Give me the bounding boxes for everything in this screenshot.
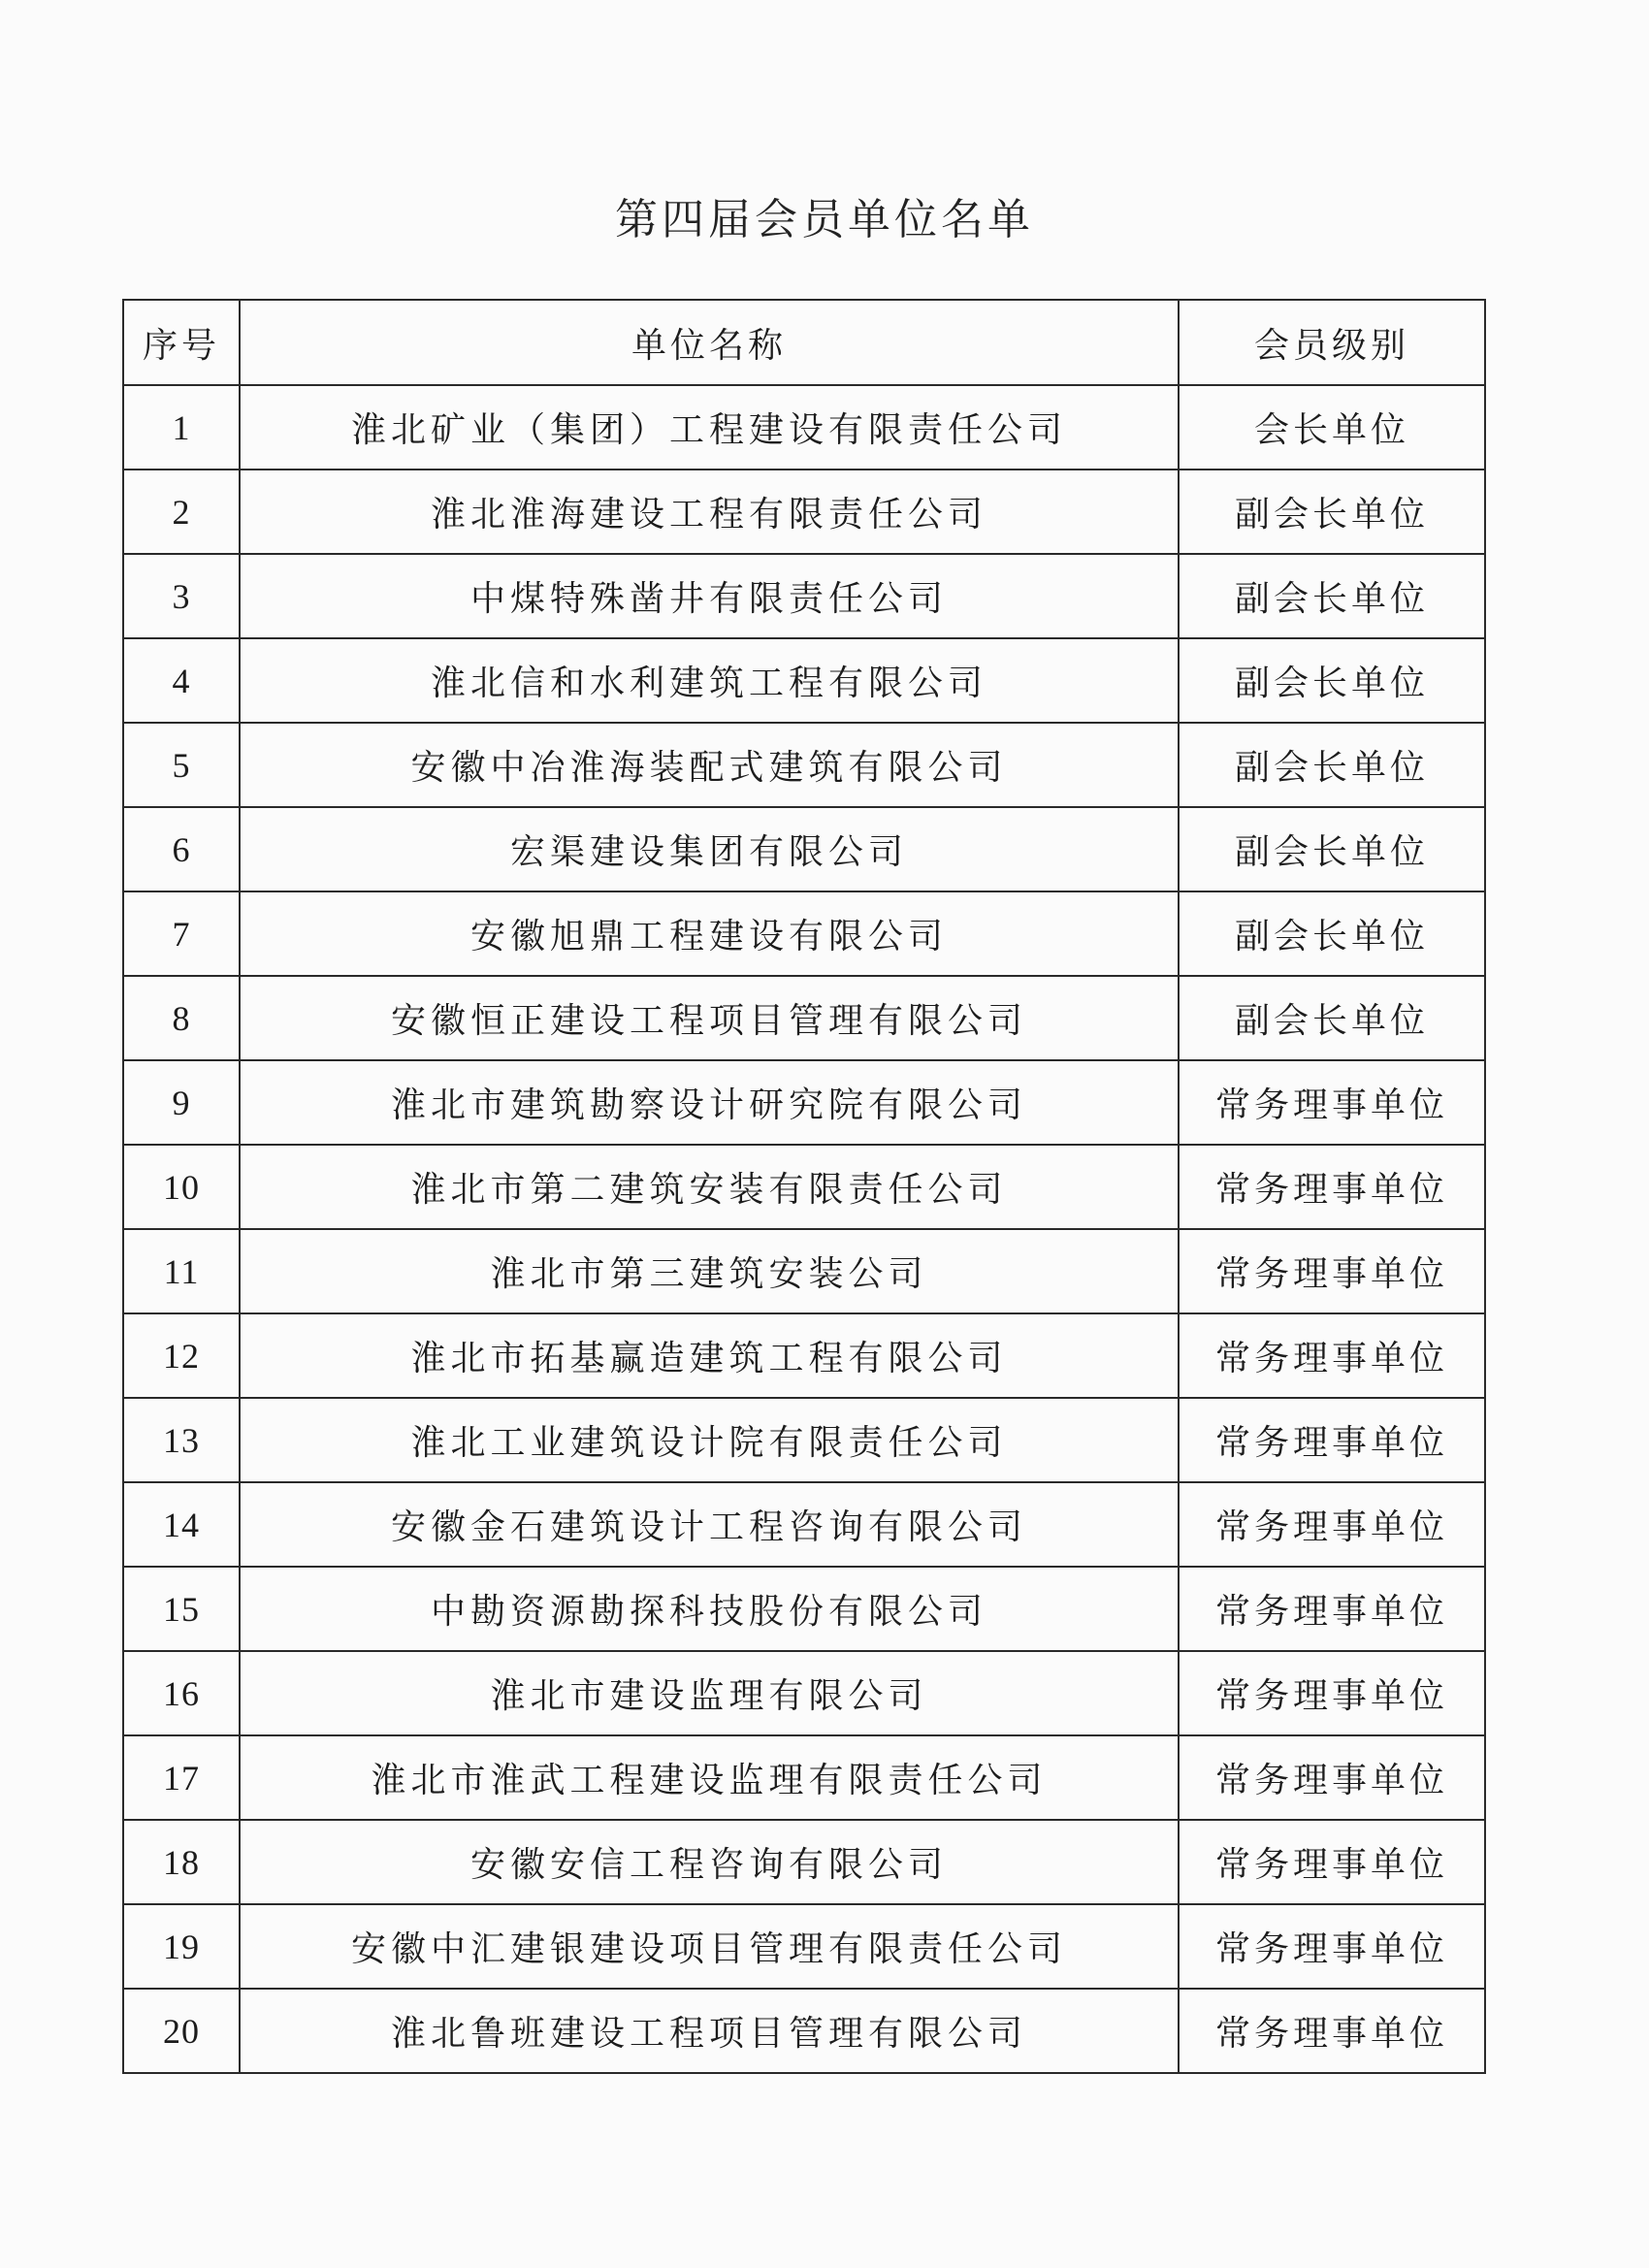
table-row [123,638,1485,723]
row-serial-number: 13 [123,1398,240,1482]
row-unit-name: 淮北市拓基赢造建筑工程有限公司 [240,1313,1179,1398]
row-member-level: 常务理事单位 [1179,1060,1485,1145]
row-serial-number: 17 [123,1735,240,1820]
row-member-level: 常务理事单位 [1179,1651,1485,1735]
table-row [123,1735,1485,1820]
row-unit-name: 淮北工业建筑设计院有限责任公司 [240,1398,1179,1482]
row-serial-number: 2 [123,470,240,554]
table-row [123,1145,1485,1229]
row-serial-number: 11 [123,1229,240,1313]
row-member-level: 常务理事单位 [1179,1567,1485,1651]
table-row [123,1229,1485,1313]
row-serial-number: 3 [123,554,240,638]
table-row [123,1820,1485,1904]
table-body [123,385,1485,2073]
row-serial-number: 20 [123,1989,240,2073]
row-serial-number: 15 [123,1567,240,1651]
row-member-level: 常务理事单位 [1179,1735,1485,1820]
row-serial-number: 8 [123,976,240,1060]
table-row [123,554,1485,638]
row-serial-number: 18 [123,1820,240,1904]
row-unit-name: 淮北市第二建筑安装有限责任公司 [240,1145,1179,1229]
row-member-level: 副会长单位 [1179,976,1485,1060]
row-serial-number: 5 [123,723,240,807]
row-serial-number: 9 [123,1060,240,1145]
header-serial-number: 序号 [123,300,240,385]
row-unit-name: 淮北信和水利建筑工程有限公司 [240,638,1179,723]
row-unit-name: 宏渠建设集团有限公司 [240,807,1179,891]
table-row [123,385,1485,470]
member-table [122,299,1486,2074]
row-unit-name: 淮北市淮武工程建设监理有限责任公司 [240,1735,1179,1820]
row-unit-name: 淮北淮海建设工程有限责任公司 [240,470,1179,554]
row-serial-number: 12 [123,1313,240,1398]
row-member-level: 常务理事单位 [1179,1482,1485,1567]
row-member-level: 会长单位 [1179,385,1485,470]
row-unit-name: 淮北市建筑勘察设计研究院有限公司 [240,1060,1179,1145]
row-unit-name: 中煤特殊凿井有限责任公司 [240,554,1179,638]
table-row [123,1567,1485,1651]
row-member-level: 常务理事单位 [1179,1904,1485,1989]
row-unit-name: 安徽恒正建设工程项目管理有限公司 [240,976,1179,1060]
row-member-level: 副会长单位 [1179,891,1485,976]
table-row [123,1060,1485,1145]
row-member-level: 副会长单位 [1179,638,1485,723]
row-member-level: 常务理事单位 [1179,1820,1485,1904]
row-unit-name: 淮北市第三建筑安装公司 [240,1229,1179,1313]
row-member-level: 副会长单位 [1179,807,1485,891]
table-header-row [123,300,1485,385]
row-unit-name: 安徽中汇建银建设项目管理有限责任公司 [240,1904,1179,1989]
row-serial-number: 7 [123,891,240,976]
row-serial-number: 1 [123,385,240,470]
row-member-level: 副会长单位 [1179,723,1485,807]
page-title: 第四届会员单位名单 [615,195,1034,244]
row-unit-name: 淮北市建设监理有限公司 [240,1651,1179,1735]
table-row [123,1904,1485,1989]
row-unit-name: 安徽中冶淮海装配式建筑有限公司 [240,723,1179,807]
header-member-level: 会员级别 [1179,300,1485,385]
row-unit-name: 安徽安信工程咨询有限公司 [240,1820,1179,1904]
row-unit-name: 安徽金石建筑设计工程咨询有限公司 [240,1482,1179,1567]
row-serial-number: 4 [123,638,240,723]
row-member-level: 副会长单位 [1179,554,1485,638]
table-row [123,470,1485,554]
header-unit-name: 单位名称 [240,300,1179,385]
row-unit-name: 中勘资源勘探科技股份有限公司 [240,1567,1179,1651]
table-row [123,976,1485,1060]
table-row [123,1398,1485,1482]
row-serial-number: 14 [123,1482,240,1567]
row-serial-number: 10 [123,1145,240,1229]
row-member-level: 常务理事单位 [1179,1313,1485,1398]
table-row [123,891,1485,976]
table-row [123,723,1485,807]
row-member-level: 常务理事单位 [1179,1989,1485,2073]
row-unit-name: 淮北矿业（集团）工程建设有限责任公司 [240,385,1179,470]
table-row [123,1313,1485,1398]
row-member-level: 副会长单位 [1179,470,1485,554]
row-member-level: 常务理事单位 [1179,1145,1485,1229]
row-member-level: 常务理事单位 [1179,1398,1485,1482]
table-row [123,807,1485,891]
table-row [123,1989,1485,2073]
row-member-level: 常务理事单位 [1179,1229,1485,1313]
table-row [123,1482,1485,1567]
row-serial-number: 16 [123,1651,240,1735]
row-serial-number: 19 [123,1904,240,1989]
row-unit-name: 安徽旭鼎工程建设有限公司 [240,891,1179,976]
table-row [123,1651,1485,1735]
row-serial-number: 6 [123,807,240,891]
row-unit-name: 淮北鲁班建设工程项目管理有限公司 [240,1989,1179,2073]
